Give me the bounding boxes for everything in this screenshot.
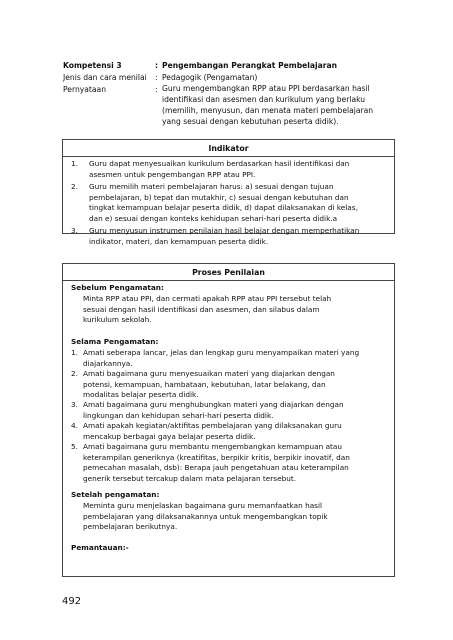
during-line: generik tersebut tercakup dalam mata pelajaran tersebut. bbox=[83, 473, 297, 483]
indicator-number: 2. bbox=[71, 182, 78, 191]
during-line: potensi, kemampuan, hambataan, kebutuhan, latar belakang, dan bbox=[83, 379, 326, 389]
colon: : bbox=[155, 85, 158, 94]
indicator-line: Guru dapat menyesuaikan kurikulum berdasarkan hasil identifikasi dan bbox=[89, 159, 350, 168]
statement-line: identifikasi dan asesmen dan kurikulum yang berlaku bbox=[162, 94, 366, 104]
during-observation-heading: Selama Pengamatan: bbox=[71, 337, 159, 346]
competency-value: Pengembangan Perangkat Pembelajaran bbox=[162, 61, 338, 70]
during-number: 2. bbox=[71, 369, 78, 378]
during-line: modalitas belajar peserta didik. bbox=[83, 390, 199, 399]
indicator-item bbox=[89, 159, 387, 180]
before-observation-heading: Sebelum Pengamatan: bbox=[71, 283, 164, 292]
during-number: 5. bbox=[71, 442, 78, 451]
after-line: pembelajaran yang dilaksanakannya untuk mengembangkan topik bbox=[83, 511, 328, 521]
indicator-item bbox=[89, 182, 387, 224]
before-observation-text bbox=[83, 294, 383, 326]
indicator-item bbox=[89, 226, 387, 247]
assessment-title: Proses Penilaian bbox=[192, 268, 265, 277]
indicator-number: 3. bbox=[71, 226, 78, 235]
after-observation-text bbox=[83, 501, 383, 533]
during-item bbox=[83, 348, 388, 369]
assessment-type-value: Pedagogik (Pengamatan) bbox=[162, 73, 258, 82]
during-line: Amati bagaimana guru membantu mengembangkan kemampuan atau bbox=[83, 442, 343, 451]
before-line: Minta RPP atau PPI, dan cermati apakah RPP atau PPI tersebut telah bbox=[83, 294, 332, 303]
assessment-process-table bbox=[62, 263, 395, 577]
page-number: 492 bbox=[62, 596, 82, 607]
after-observation-heading: Setelah pengamatan: bbox=[71, 490, 160, 499]
indicator-table bbox=[62, 139, 395, 246]
during-line: Amati apakah kegiatan/aktifitas pembelajaran yang dilaksanakan guru bbox=[83, 421, 342, 430]
indicator-line: asesmen untuk pengembangan RPP atau PPI. bbox=[89, 169, 256, 179]
statement-label: Pernyataan bbox=[63, 85, 107, 94]
during-number: 3. bbox=[71, 400, 78, 409]
indicator-line: dan e) sesuai dengan konteks kehidupan sehari-hari peserta didik.a bbox=[89, 213, 338, 223]
indicator-number: 1. bbox=[71, 159, 78, 168]
before-line: sesuai dengan hasil identifikasi dan asesmen, dan silabus dalam bbox=[83, 304, 320, 314]
indicator-title: Indikator bbox=[208, 144, 249, 153]
monitoring-heading: Pemantauan:- bbox=[71, 543, 129, 552]
colon: : bbox=[155, 61, 159, 70]
colon: : bbox=[155, 73, 158, 82]
assessment-divider bbox=[63, 280, 394, 281]
assessment-type-label: Jenis dan cara menilai bbox=[63, 73, 147, 82]
during-item bbox=[83, 442, 388, 484]
during-line: pemecahan masalah, dsb): Berapa jauh pengetahuan atau keterampilan bbox=[83, 463, 349, 472]
statement-text bbox=[162, 84, 395, 128]
after-line: pembelajaran berikutnya. bbox=[83, 522, 178, 531]
during-number: 4. bbox=[71, 421, 78, 430]
competency-label: Kompetensi 3 bbox=[63, 61, 122, 70]
indicator-line: Guru menyusun instrumen penilaian hasil belajar dengan memperhatikan bbox=[89, 226, 360, 235]
during-item bbox=[83, 369, 388, 401]
statement-line: (memilih, menyusun, dan menata materi pembelajaran bbox=[162, 105, 374, 115]
during-line: lingkungan dan kehidupan sehari-hari peserta didik. bbox=[83, 410, 274, 420]
during-line: keterampilan generiknya (kreatifitas, berpikir kritis, berpikir inovatif, dan bbox=[83, 452, 350, 462]
during-number: 1. bbox=[71, 348, 78, 357]
statement-line: yang sesuai dengan kebutuhan peserta didik). bbox=[162, 116, 339, 126]
indicator-line: Guru memilih materi pembelajaran harus: a) sesuai dengan tujuan bbox=[89, 182, 334, 191]
indicator-line: tingkat kemampuan belajar peserta didik, d) dapat dilaksanakan di kelas, bbox=[89, 203, 358, 212]
before-line: kurikulum sekolah. bbox=[83, 315, 152, 324]
during-item bbox=[83, 400, 388, 421]
during-line: Amati seberapa lancar, jelas dan lengkap guru menyampaikan materi yang bbox=[83, 348, 360, 357]
indicator-divider bbox=[63, 156, 394, 157]
during-item bbox=[83, 421, 388, 442]
indicator-line: pembelajaran, b) tepat dan mutakhir, c) sesuai dengan kebutuhan dan bbox=[89, 192, 349, 202]
indicator-line: indikator, materi, dan kemampuan peserta didik. bbox=[89, 236, 269, 246]
during-line: Amati bagaimana guru menghubungkan materi yang diajarkan dengan bbox=[83, 400, 344, 409]
during-line: Amati bagaimana guru menyesuaikan materi yang diajarkan dengan bbox=[83, 369, 335, 378]
statement-line: Guru mengembangkan RPP atau PPI berdasarkan hasil bbox=[162, 84, 370, 93]
after-line: Meminta guru menjelaskan bagaimana guru memanfaatkan hasil bbox=[83, 501, 323, 510]
during-line: diajarkannya. bbox=[83, 358, 133, 368]
during-line: mencakup berbagai gaya belajar peserta didik. bbox=[83, 431, 256, 441]
